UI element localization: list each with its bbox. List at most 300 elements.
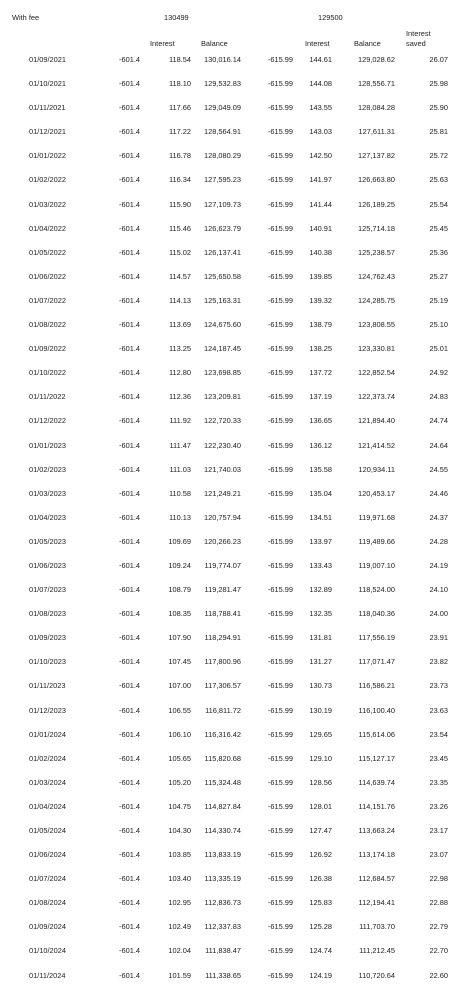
fee-b-cell: -615.99 <box>267 199 293 209</box>
fee-b-cell: -615.99 <box>267 344 293 354</box>
table-row <box>0 870 467 894</box>
fee-b-cell: -615.99 <box>267 416 293 426</box>
table-body <box>0 51 467 991</box>
date-cell: 01/11/2021 <box>29 103 66 113</box>
balance-a-cell: 113,833.19 <box>204 850 241 860</box>
date-cell: 01/03/2022 <box>29 199 66 209</box>
interest-saved-cell: 23.91 <box>429 633 448 643</box>
date-cell: 01/10/2021 <box>29 79 66 89</box>
interest-saved-cell: 25.45 <box>429 223 448 233</box>
balance-b-cell: 123,808.55 <box>358 320 395 330</box>
interest-saved-cell: 24.74 <box>429 416 448 426</box>
table-row <box>0 653 467 677</box>
date-cell: 01/10/2023 <box>29 657 66 667</box>
interest-b-cell: 131.81 <box>309 633 332 643</box>
interest-saved-cell: 25.81 <box>429 127 448 137</box>
interest-b-cell: 124.19 <box>309 970 332 980</box>
balance-a-cell: 129,532.83 <box>204 79 241 89</box>
date-cell: 01/01/2024 <box>29 729 66 739</box>
fee-b-cell: -615.99 <box>267 777 293 787</box>
date-cell: 01/08/2024 <box>29 898 66 908</box>
fee-a-cell: -601.4 <box>119 223 140 233</box>
interest-saved-cell: 23.17 <box>429 826 448 835</box>
interest-saved-cell: 25.19 <box>429 295 448 305</box>
interest-a-cell: 104.75 <box>168 801 191 811</box>
balance-a-cell: 121,740.03 <box>204 464 241 474</box>
table-row <box>0 677 467 701</box>
fee-b-cell: -615.99 <box>267 585 293 595</box>
balance-b-cell: 121,894.40 <box>358 416 395 426</box>
balance-b-cell: 118,040.36 <box>358 609 395 619</box>
interest-saved-cell: 23.35 <box>429 777 448 787</box>
balance-b-cell: 112,684.57 <box>358 874 395 884</box>
interest-b-cell: 143.03 <box>309 127 332 137</box>
fee-b-cell: -615.99 <box>267 55 293 64</box>
table-row <box>0 99 467 123</box>
interest-a-cell: 111.47 <box>169 440 191 450</box>
table-row <box>0 51 467 75</box>
date-cell: 01/05/2022 <box>29 247 66 257</box>
balance-b-cell: 129,028.62 <box>358 55 395 64</box>
fee-a-cell: -601.4 <box>119 826 140 835</box>
balance-b-cell: 116,586.21 <box>358 681 395 691</box>
balance-a-cell: 117,800.96 <box>204 657 241 667</box>
fee-b-cell: -615.99 <box>267 79 293 89</box>
balance-a-cell: 122,230.40 <box>204 440 241 450</box>
table-row <box>0 292 467 316</box>
balance-b-cell: 117,556.19 <box>358 633 395 643</box>
interest-b-cell: 129.10 <box>309 753 332 763</box>
interest-a-cell: 113.25 <box>168 344 191 354</box>
interest-b-cell: 128.56 <box>309 777 332 787</box>
table-row <box>0 581 467 605</box>
fee-a-cell: -601.4 <box>119 175 140 185</box>
interest-b-cell: 124.74 <box>309 946 332 956</box>
balance-a-cell: 127,109.73 <box>204 199 241 209</box>
date-cell: 01/10/2022 <box>29 368 66 378</box>
fee-a-cell: -601.4 <box>119 368 140 378</box>
balance-a-cell: 117,306.57 <box>204 681 241 691</box>
amount-a: 130499 <box>164 13 189 22</box>
fee-a-cell: -601.4 <box>119 247 140 257</box>
interest-saved-cell: 24.37 <box>429 512 448 522</box>
balance-a-cell: 124,675.60 <box>204 320 241 330</box>
fee-b-cell: -615.99 <box>267 609 293 619</box>
date-cell: 01/05/2023 <box>29 536 66 546</box>
fee-a-cell: -601.4 <box>119 898 140 908</box>
fee-a-cell: -601.4 <box>119 79 140 89</box>
table-row <box>0 171 467 195</box>
interest-a-cell: 107.90 <box>168 633 191 643</box>
fee-b-cell: -615.99 <box>267 103 293 113</box>
date-cell: 01/09/2022 <box>29 344 66 354</box>
fee-b-cell: -615.99 <box>267 801 293 811</box>
balance-a-cell: 116,316.42 <box>204 729 241 739</box>
balance-b-cell: 111,212.45 <box>359 946 395 956</box>
table-row <box>0 702 467 726</box>
interest-b-cell: 128.01 <box>309 801 332 811</box>
fee-a-cell: -601.4 <box>119 199 140 209</box>
balance-b-cell: 119,007.10 <box>358 560 395 570</box>
balance-a-cell: 125,163.31 <box>204 295 241 305</box>
interest-a-cell: 111.03 <box>169 464 191 474</box>
balance-b-cell: 116,100.40 <box>358 705 395 715</box>
fee-a-cell: -601.4 <box>119 392 140 402</box>
interest-a-cell: 108.35 <box>168 609 191 619</box>
fee-a-cell: -601.4 <box>119 127 140 137</box>
date-cell: 01/07/2024 <box>29 874 66 884</box>
balance-a-cell: 128,564.91 <box>204 127 241 137</box>
interest-saved-cell: 24.55 <box>429 464 448 474</box>
fee-a-cell: -601.4 <box>119 512 140 522</box>
fee-a-cell: -601.4 <box>119 440 140 450</box>
balance-a-cell: 111,338.65 <box>205 970 241 980</box>
interest-saved-cell: 24.64 <box>429 440 448 450</box>
fee-a-cell: -601.4 <box>119 970 140 980</box>
balance-a-cell: 130,016.14 <box>204 55 241 64</box>
interest-b-cell: 133.43 <box>309 560 332 570</box>
table-row <box>0 774 467 798</box>
balance-a-cell: 120,266.23 <box>204 536 241 546</box>
table-header <box>0 0 467 48</box>
balance-b-cell: 125,238.57 <box>358 247 395 257</box>
interest-b-cell: 133.97 <box>309 536 332 546</box>
interest-b-cell: 139.32 <box>309 295 332 305</box>
fee-a-cell: -601.4 <box>119 753 140 763</box>
date-cell: 01/06/2024 <box>29 850 66 860</box>
interest-a-cell: 109.24 <box>168 560 191 570</box>
fee-b-cell: -615.99 <box>267 392 293 402</box>
interest-a-cell: 108.79 <box>168 585 191 595</box>
table-row <box>0 822 467 846</box>
interest-saved-cell: 25.63 <box>429 175 448 185</box>
interest-b-cell: 144.61 <box>309 55 332 64</box>
interest-saved-cell: 23.26 <box>429 801 448 811</box>
fee-b-cell: -615.99 <box>267 633 293 643</box>
table-row <box>0 437 467 461</box>
balance-b-cell: 113,663.24 <box>358 826 395 835</box>
interest-b-cell: 132.89 <box>309 585 332 595</box>
interest-b-cell: 130.73 <box>309 681 332 691</box>
fee-a-cell: -601.4 <box>119 536 140 546</box>
interest-a-cell: 112.80 <box>168 368 191 378</box>
interest-saved-cell: 23.45 <box>429 753 448 763</box>
interest-saved-header-line2: saved <box>406 39 426 48</box>
fee-a-cell: -601.4 <box>119 416 140 426</box>
balance-a-cell: 124,187.45 <box>204 344 241 354</box>
interest-a-cell: 102.49 <box>168 922 191 932</box>
interest-a-cell: 118.54 <box>168 55 191 64</box>
interest-saved-cell: 23.82 <box>429 657 448 667</box>
interest-saved-cell: 25.98 <box>429 79 448 89</box>
fee-a-cell: -601.4 <box>119 295 140 305</box>
interest-a-cell: 103.40 <box>168 874 191 884</box>
table-row <box>0 364 467 388</box>
fee-a-cell: -601.4 <box>119 633 140 643</box>
interest-a-cell: 114.13 <box>168 295 191 305</box>
table-row <box>0 196 467 220</box>
fee-b-cell: -615.99 <box>267 271 293 281</box>
fee-a-cell: -601.4 <box>119 729 140 739</box>
date-cell: 01/12/2023 <box>29 705 66 715</box>
table-row <box>0 220 467 244</box>
balance-a-header: Balance <box>201 39 228 48</box>
interest-b-cell: 135.58 <box>309 464 332 474</box>
fee-a-cell: -601.4 <box>119 681 140 691</box>
balance-a-cell: 112,337.83 <box>204 922 241 932</box>
balance-a-cell: 128,080.29 <box>204 151 241 161</box>
balance-b-cell: 112,194.41 <box>358 898 395 908</box>
fee-a-cell: -601.4 <box>119 705 140 715</box>
date-cell: 01/03/2024 <box>29 777 66 787</box>
interest-saved-cell: 25.10 <box>429 320 448 330</box>
interest-b-cell: 131.27 <box>309 657 332 667</box>
interest-a-cell: 115.02 <box>168 247 191 257</box>
table-row <box>0 461 467 485</box>
fee-a-cell: -601.4 <box>119 320 140 330</box>
fee-a-cell: -601.4 <box>119 464 140 474</box>
interest-b-cell: 140.91 <box>309 223 332 233</box>
interest-saved-cell: 24.92 <box>429 368 448 378</box>
interest-a-cell: 111.92 <box>169 416 191 426</box>
balance-b-cell: 111,703.70 <box>359 922 395 932</box>
date-cell: 01/05/2024 <box>29 826 66 835</box>
balance-b-cell: 120,934.11 <box>358 464 395 474</box>
fee-b-cell: -615.99 <box>267 898 293 908</box>
interest-a-cell: 110.58 <box>168 488 191 498</box>
balance-b-cell: 127,611.31 <box>358 127 395 137</box>
interest-b-cell: 141.97 <box>309 175 332 185</box>
fee-a-cell: -601.4 <box>119 657 140 667</box>
interest-a-cell: 116.34 <box>168 175 191 185</box>
balance-b-cell: 123,330.81 <box>358 344 395 354</box>
interest-b-cell: 137.72 <box>309 368 332 378</box>
fee-b-cell: -615.99 <box>267 753 293 763</box>
fee-b-cell: -615.99 <box>267 970 293 980</box>
interest-b-cell: 138.79 <box>309 320 332 330</box>
balance-b-cell: 113,174.18 <box>358 850 395 860</box>
date-cell: 01/02/2023 <box>29 464 66 474</box>
interest-b-cell: 140.38 <box>309 247 332 257</box>
interest-a-cell: 116.78 <box>168 151 191 161</box>
interest-a-cell: 113.69 <box>168 320 191 330</box>
fee-b-cell: -615.99 <box>267 850 293 860</box>
balance-b-cell: 117,071.47 <box>358 657 395 667</box>
table-row <box>0 268 467 292</box>
fee-b-cell: -615.99 <box>267 536 293 546</box>
balance-a-cell: 125,650.58 <box>204 271 241 281</box>
balance-b-cell: 128,556.71 <box>358 79 395 89</box>
balance-b-cell: 126,663.80 <box>358 175 395 185</box>
balance-b-cell: 115,127.17 <box>358 753 395 763</box>
interest-b-cell: 126.38 <box>309 874 332 884</box>
table-row <box>0 485 467 509</box>
fee-b-cell: -615.99 <box>267 874 293 884</box>
balance-b-cell: 128,084.28 <box>358 103 395 113</box>
interest-a-cell: 102.04 <box>168 946 191 956</box>
interest-a-cell: 106.10 <box>168 729 191 739</box>
interest-a-cell: 112.36 <box>168 392 191 402</box>
interest-a-cell: 117.22 <box>168 127 191 137</box>
balance-a-cell: 119,281.47 <box>204 585 241 595</box>
interest-a-cell: 118.10 <box>168 79 191 89</box>
table-row <box>0 75 467 99</box>
date-cell: 01/02/2022 <box>29 175 66 185</box>
balance-a-cell: 126,137.41 <box>204 247 241 257</box>
interest-saved-cell: 22.79 <box>429 922 448 932</box>
balance-b-cell: 120,453.17 <box>358 488 395 498</box>
table-row <box>0 340 467 364</box>
interest-saved-cell: 24.19 <box>429 560 448 570</box>
table-row <box>0 846 467 870</box>
interest-saved-cell: 24.28 <box>429 536 448 546</box>
table-row <box>0 123 467 147</box>
date-cell: 01/03/2023 <box>29 488 66 498</box>
table-row <box>0 605 467 629</box>
interest-a-cell: 110.13 <box>168 512 191 522</box>
table-row <box>0 244 467 268</box>
interest-b-cell: 136.65 <box>309 416 332 426</box>
interest-saved-cell: 25.72 <box>429 151 448 161</box>
fee-a-cell: -601.4 <box>119 560 140 570</box>
fee-b-cell: -615.99 <box>267 729 293 739</box>
interest-a-cell: 106.55 <box>168 705 191 715</box>
interest-saved-cell: 25.36 <box>429 247 448 257</box>
balance-b-cell: 110,720.64 <box>358 970 395 980</box>
date-cell: 01/10/2024 <box>29 946 66 956</box>
fee-b-cell: -615.99 <box>267 464 293 474</box>
interest-b-cell: 130.19 <box>309 705 332 715</box>
fee-b-cell: -615.99 <box>267 705 293 715</box>
fee-a-cell: -601.4 <box>119 850 140 860</box>
interest-saved-cell: 22.60 <box>429 970 448 980</box>
fee-a-cell: -601.4 <box>119 874 140 884</box>
balance-a-cell: 123,698.85 <box>204 368 241 378</box>
fee-b-cell: -615.99 <box>267 127 293 137</box>
interest-saved-cell: 22.70 <box>429 946 448 956</box>
fee-b-cell: -615.99 <box>267 657 293 667</box>
date-cell: 01/04/2023 <box>29 512 66 522</box>
date-cell: 01/09/2021 <box>29 55 66 64</box>
balance-b-cell: 118,524.00 <box>358 585 395 595</box>
interest-saved-cell: 25.27 <box>429 271 448 281</box>
balance-b-cell: 119,971.68 <box>358 512 395 522</box>
balance-a-cell: 111,838.47 <box>205 946 241 956</box>
balance-a-cell: 123,209.81 <box>204 392 241 402</box>
interest-b-cell: 132.35 <box>309 609 332 619</box>
fee-b-cell: -615.99 <box>267 320 293 330</box>
interest-a-cell: 107.00 <box>168 681 191 691</box>
interest-a-cell: 101.59 <box>168 970 191 980</box>
balance-a-cell: 115,820.68 <box>204 753 241 763</box>
interest-saved-cell: 23.07 <box>429 850 448 860</box>
interest-b-cell: 126.92 <box>309 850 332 860</box>
interest-saved-cell: 22.88 <box>429 898 448 908</box>
interest-a-cell: 114.57 <box>168 271 191 281</box>
balance-b-cell: 114,151.76 <box>358 801 395 811</box>
fee-a-cell: -601.4 <box>119 946 140 956</box>
table-row <box>0 412 467 436</box>
balance-b-cell: 127,137.82 <box>358 151 395 161</box>
table-row <box>0 147 467 171</box>
fee-a-cell: -601.4 <box>119 922 140 932</box>
interest-a-cell: 107.45 <box>168 657 191 667</box>
fee-b-cell: -615.99 <box>267 826 293 835</box>
table-row <box>0 918 467 942</box>
interest-b-cell: 127.47 <box>309 826 332 835</box>
balance-a-cell: 118,788.41 <box>204 609 241 619</box>
interest-a-header: Interest <box>150 39 175 48</box>
balance-a-cell: 122,720.33 <box>204 416 241 426</box>
table-row <box>0 316 467 340</box>
date-cell: 01/11/2022 <box>29 392 66 402</box>
balance-a-cell: 116,811.72 <box>205 705 241 715</box>
interest-b-cell: 129.65 <box>309 729 332 739</box>
balance-a-cell: 126,623.79 <box>204 223 241 233</box>
balance-a-cell: 114,330.74 <box>204 826 241 835</box>
balance-b-cell: 124,762.43 <box>358 271 395 281</box>
interest-saved-cell: 25.54 <box>429 199 448 209</box>
balance-b-cell: 119,489.66 <box>358 536 395 546</box>
table-row <box>0 629 467 653</box>
interest-b-cell: 125.28 <box>309 922 332 932</box>
balance-b-cell: 115,614.06 <box>358 729 395 739</box>
balance-a-cell: 129,049.09 <box>204 103 241 113</box>
table-row <box>0 533 467 557</box>
fee-a-cell: -601.4 <box>119 271 140 281</box>
table-row <box>0 726 467 750</box>
table-row <box>0 798 467 822</box>
interest-b-cell: 134.51 <box>309 512 332 522</box>
interest-saved-cell: 23.54 <box>429 729 448 739</box>
interest-b-cell: 144.08 <box>309 79 332 89</box>
date-cell: 01/11/2023 <box>29 681 66 691</box>
date-cell: 01/01/2022 <box>29 151 66 161</box>
interest-b-cell: 139.85 <box>309 271 332 281</box>
date-cell: 01/08/2022 <box>29 320 66 330</box>
fee-a-cell: -601.4 <box>119 151 140 161</box>
fee-b-cell: -615.99 <box>267 488 293 498</box>
balance-a-cell: 120,757.94 <box>204 512 241 522</box>
interest-b-cell: 135.04 <box>309 488 332 498</box>
fee-b-cell: -615.99 <box>267 175 293 185</box>
balance-a-cell: 127,595.23 <box>204 175 241 185</box>
date-cell: 01/08/2023 <box>29 609 66 619</box>
fee-b-cell: -615.99 <box>267 681 293 691</box>
table-row <box>0 388 467 412</box>
fee-b-cell: -615.99 <box>267 922 293 932</box>
date-cell: 01/09/2024 <box>29 922 66 932</box>
date-cell: 01/02/2024 <box>29 753 66 763</box>
interest-saved-cell: 24.46 <box>429 488 448 498</box>
fee-a-cell: -601.4 <box>119 777 140 787</box>
fee-b-cell: -615.99 <box>267 560 293 570</box>
fee-b-cell: -615.99 <box>267 247 293 257</box>
date-cell: 01/01/2023 <box>29 440 66 450</box>
interest-a-cell: 105.65 <box>168 753 191 763</box>
fee-a-cell: -601.4 <box>119 585 140 595</box>
fee-b-cell: -615.99 <box>267 151 293 161</box>
balance-a-cell: 112,836.73 <box>204 898 241 908</box>
interest-a-cell: 102.95 <box>168 898 191 908</box>
balance-a-cell: 118,294.91 <box>204 633 241 643</box>
fee-a-cell: -601.4 <box>119 488 140 498</box>
interest-saved-cell: 22.98 <box>429 874 448 884</box>
table-row <box>0 750 467 774</box>
interest-b-cell: 142.50 <box>309 151 332 161</box>
date-cell: 01/11/2024 <box>29 970 66 980</box>
interest-a-cell: 109.69 <box>168 536 191 546</box>
